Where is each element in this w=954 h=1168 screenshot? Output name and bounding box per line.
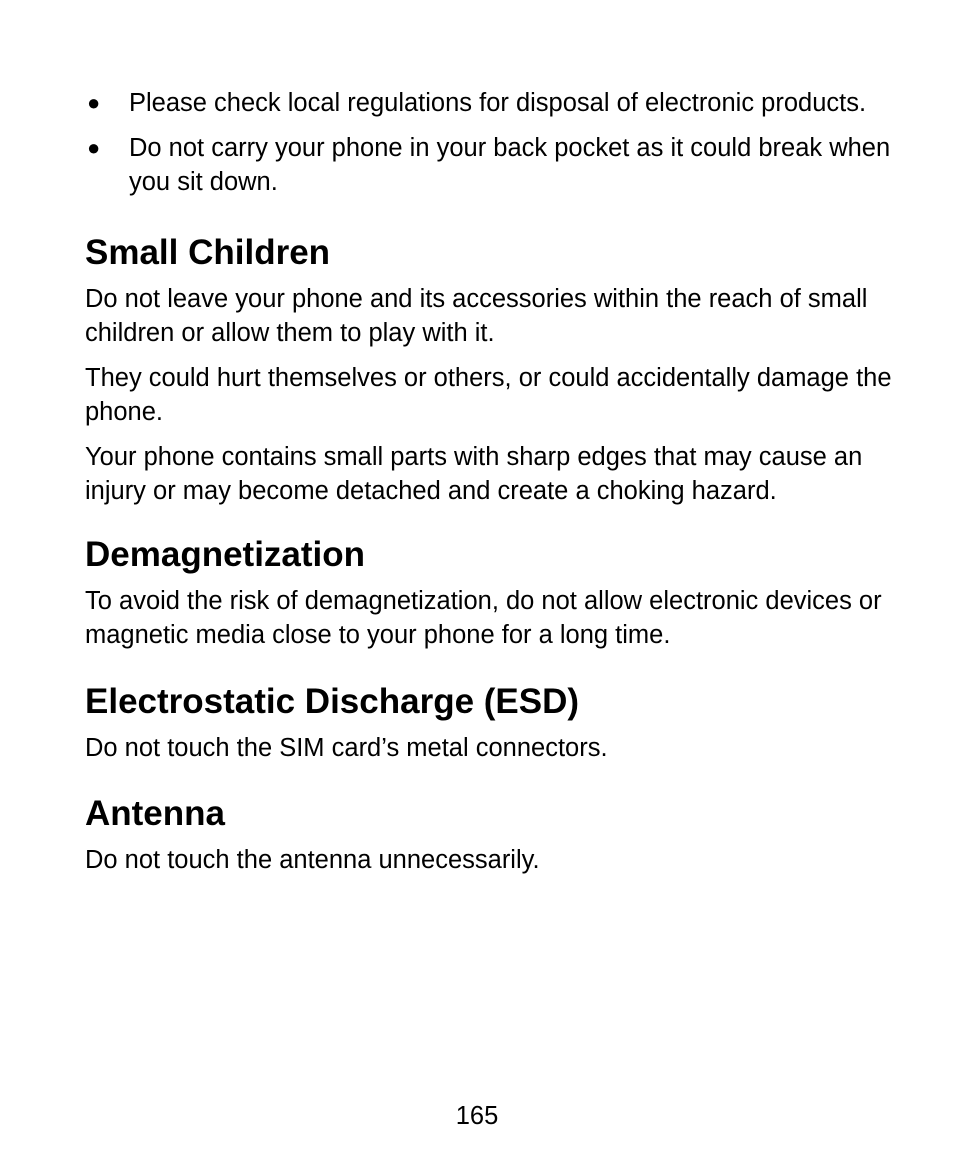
page-number: 165 [455,1102,499,1130]
paragraph: Do not touch the antenna unnecessarily. [85,846,540,874]
paragraph: To avoid the risk of demagnetization, do not allow electronic devices or magnetic media close to your phone for a long time. [85,587,882,649]
section-heading: Electrostatic Discharge (ESD) [85,682,580,721]
section-demagnetization [85,535,900,652]
section-small-children [85,233,900,508]
page-content [85,86,900,888]
bullet-text: Please check local regulations for disposal of electronic products. [129,89,867,117]
paragraph: Do not touch the SIM card’s metal connectors. [85,734,608,762]
paragraph: Your phone contains small parts with sharp edges that may cause an injury or may become detached and create a choking hazard. [85,443,863,505]
section-heading: Small Children [85,233,331,272]
bullet-text: Do not carry your phone in your back pocket as it could break when you sit down. [129,134,891,196]
paragraph: They could hurt themselves or others, or could accidentally damage the phone. [85,364,892,426]
section-esd [85,682,900,765]
paragraph: Do not leave your phone and its accessories within the reach of small children or allow them to play with it. [85,285,868,347]
bullet-icon: ● [87,90,101,115]
list-item [85,86,900,120]
section-antenna [85,794,900,877]
section-heading: Demagnetization [85,535,366,574]
section-heading: Antenna [85,794,225,833]
bullet-icon: ● [87,135,101,160]
list-item [85,131,900,199]
bullet-list [85,86,900,199]
